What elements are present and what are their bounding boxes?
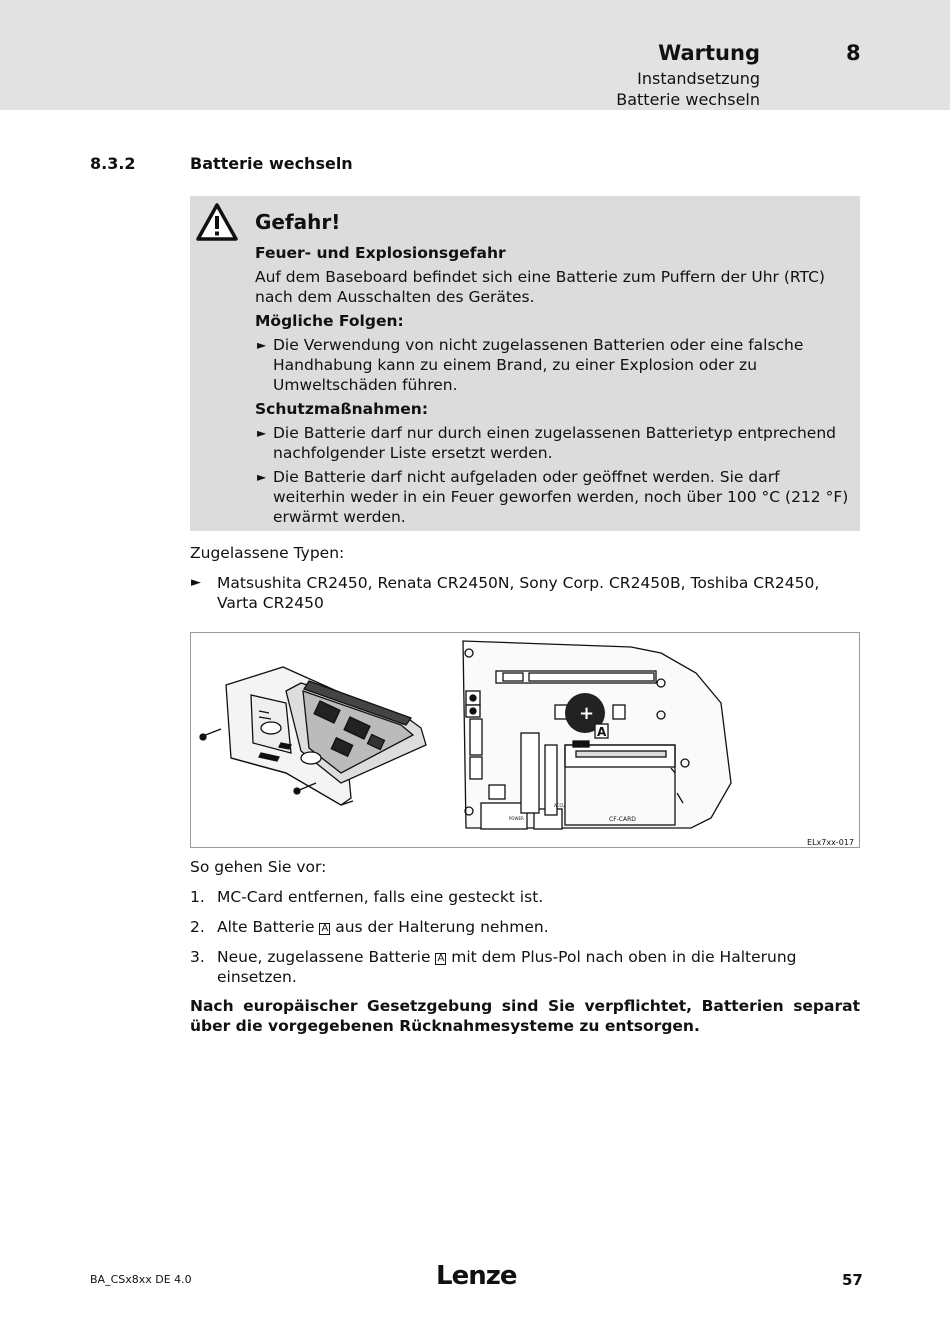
disposal-note: Nach europäischer Gesetzgebung sind Sie verpflichtet, Batterien separat über die vorgegebenen Rücknahmesysteme zu entsorgen. (190, 997, 860, 1035)
step-item: 1. MC-Card entfernen, falls eine gesteckt ist. (190, 888, 544, 906)
header-band (0, 0, 950, 110)
consequence-item: ► Die Verwendung von nicht zugelassenen Batterien oder eine falsche Handhabung kann zu einem Brand, zu einer Explosion oder zu Umweltschäden führen. (257, 336, 804, 394)
header-subtitle-1: Instandsetzung (637, 69, 760, 88)
procedure-steps (190, 887, 860, 987)
hazard-description: Auf dem Baseboard befindet sich eine Batterie zum Puffern der Uhr (RTC) nach dem Ausschalten des Gerätes. (255, 268, 825, 306)
measure-item: ► Die Batterie darf nur durch einen zugelassenen Batterietyp entprechend nachfolgender Liste ersetzt werden. (257, 424, 837, 462)
bullet-arrow-icon: ► (257, 426, 267, 440)
bullet-arrow-icon: ► (257, 338, 267, 352)
approved-types-list: ► Matsushita CR2450, Renata CR2450N, Sony Corp. CR2450B, Toshiba CR2450, Varta CR2450 (191, 574, 820, 612)
step-item: 3. Neue, zugelassene Batterie A mit dem Plus-Pol nach oben in die Halterung einsetzen. (190, 948, 797, 986)
bullet-arrow-icon: ► (191, 575, 201, 590)
chapter-number: 8 (846, 41, 861, 65)
hazard-heading: Feuer- und Explosionsgefahr (255, 244, 506, 262)
page-number: 57 (842, 1271, 863, 1289)
danger-title: Gefahr! (255, 210, 341, 234)
approved-types-label: Zugelassene Typen: (190, 544, 345, 562)
section-title: Batterie wechseln (190, 154, 353, 173)
consequences-heading: Mögliche Folgen: (255, 312, 404, 330)
header-subtitle-2: Batterie wechseln (616, 90, 760, 109)
cf-card-label: CF-CARD (609, 816, 636, 823)
ref-a-icon: A (437, 953, 445, 964)
figure-caption: ELx7xx-017 (807, 838, 854, 847)
section-number: 8.3.2 (90, 154, 136, 173)
chapter-title: Wartung (658, 41, 760, 65)
measures-heading: Schutzmaßnahmen: (255, 400, 429, 418)
battery-plus-label: + (579, 703, 595, 724)
ref-a-icon: A (321, 923, 329, 934)
figure-frame (190, 632, 860, 848)
bullet-arrow-icon: ► (257, 470, 267, 484)
footer-doc-id: BA_CSx8xx DE 4.0 (90, 1273, 192, 1286)
lenze-logo: Lenze (436, 1261, 517, 1291)
battery-figure (191, 633, 859, 847)
accu-label: ACCU (554, 803, 566, 808)
step-item: 2. Alte Batterie A aus der Halterung nehmen. (190, 918, 549, 936)
measure-item: ► Die Batterie darf nicht aufgeladen oder geöffnet werden. Sie darf weiterhin weder in ein Feuer geworfen werden, noch über 100 °C (212 °F) erwärmt werden. (257, 468, 849, 526)
procedure-intro: So gehen Sie vor: (190, 858, 327, 876)
module-illustration (200, 667, 426, 805)
warning-triangle-icon (195, 202, 239, 242)
power-label: POWER (509, 816, 524, 821)
callout-label: A (597, 725, 607, 739)
danger-content (255, 210, 855, 531)
